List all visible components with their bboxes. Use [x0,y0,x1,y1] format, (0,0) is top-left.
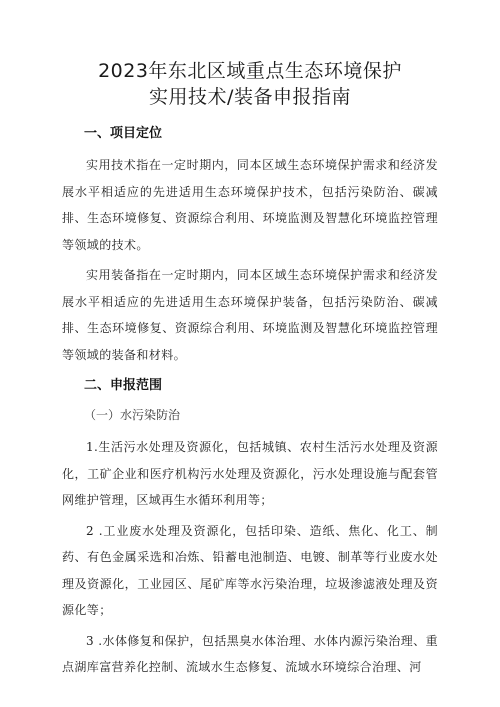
title-line-2: 实用技术/装备申报指南 [149,86,351,108]
paragraph-practical-equipment: 实用装备指在一定时期内，同本区域生态环境保护需求和经济发展水平相适应的先进适用生态环境保护装备，包括污染防治、碳减排、生态环境修复、资源综合利用、环境监测及智慧化环境监控管理等领域的装备和材料。 [62,268,438,362]
section-heading-positioning: 一、项目定位 [84,126,163,141]
list-item-domestic-sewage: 1.生活污水处理及资源化，包括城镇、农村生活污水处理及资源化，工矿企业和医疗机构污水处理及资源化，污水处理设施与配套管网维护管理，区域再生水循环利用等； [62,440,438,507]
title-line-1: 2023年东北区域重点生态环境保护 [98,60,402,82]
subsection-heading-water: （一）水污染防治 [84,408,181,422]
list-item-water-restoration: 3 .水体修复和保护，包括黑臭水体治理、水体内源污染治理、重点湖库富营养化控制、流域水生态修复、流域水环境综合治理、河 [62,633,438,674]
paragraph-practical-technology: 实用技术指在一定时期内，同本区域生态环境保护需求和经济发展水平相适应的先进适用生态环境保护技术，包括污染防治、碳减排、生态环境修复、资源综合利用、环境监测及智慧化环境监控管理等领域的技术。 [62,158,438,252]
list-item-industrial-wastewater: 2 .工业废水处理及资源化，包括印染、造纸、焦化、化工、制药、有色金属采选和冶炼、铅蓄电池制造、电镀、制革等行业废水处理及资源化，工业园区、尾矿库等水污染治理，垃圾渗滤液处理及资源化等； [62,523,438,617]
section-heading-scope: 二、申报范围 [84,378,163,393]
document-title [62,58,438,110]
